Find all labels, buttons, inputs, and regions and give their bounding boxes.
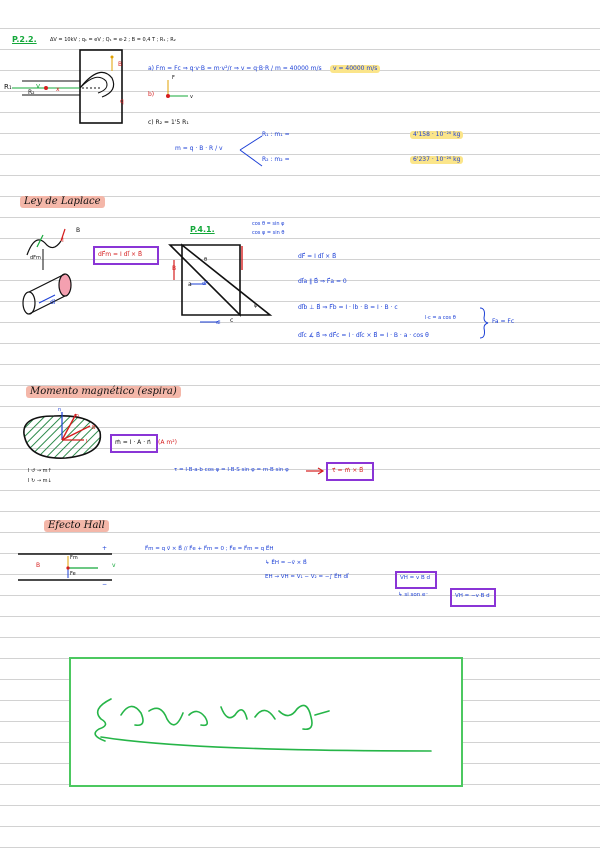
handwritten-signature bbox=[71, 659, 461, 785]
diagram-label-r2: R₂ bbox=[28, 89, 35, 96]
mass-spectrometer-diagram bbox=[0, 45, 140, 130]
moment-formula: m⃗ = I · A · n⃗ bbox=[115, 439, 151, 446]
triangle-loop-diagram bbox=[170, 240, 280, 330]
hall-formula-box-2 bbox=[450, 588, 496, 607]
hall-line-1: F⃗m = q v⃗ × B⃗ // F⃗e + F⃗m = 0 ; F⃗e = F⃗m = q E⃗H bbox=[145, 546, 274, 552]
trig-identity-2: cos φ = sin θ bbox=[252, 230, 285, 236]
moment-title: Momento magnético (espira) bbox=[26, 386, 181, 398]
laplace-eq-1: dF⃗ = I dl⃗ × B⃗ bbox=[298, 253, 337, 260]
problem-label-2-2: P.2.2. bbox=[12, 35, 37, 44]
triangle-label-dl: dl bbox=[216, 320, 221, 326]
laplace-label-b: B bbox=[76, 227, 81, 234]
diagram-label-x: x bbox=[56, 86, 60, 93]
laplace-eq-4: dl⃗c ∡ B⃗ ⇒ dF⃗c = I · dl⃗c × B⃗ = I · B · a · cos θ bbox=[298, 332, 429, 339]
current-loop-diagram bbox=[14, 404, 109, 466]
r2-mass-line: R₂ : m₂ = bbox=[262, 156, 290, 163]
moment-units: (A m²) bbox=[158, 439, 177, 446]
hall-formula-2: VH = −v B d bbox=[455, 593, 490, 599]
brace bbox=[478, 306, 490, 340]
diagram-label-b: B bbox=[118, 61, 123, 68]
diagram-label-v: v bbox=[36, 82, 41, 90]
laplace-wire-diagram bbox=[15, 225, 100, 320]
moment-rule-2: I ↻ → m↓ bbox=[28, 478, 52, 484]
laplace-label-i: I bbox=[62, 237, 64, 244]
loop-label-m: m bbox=[74, 413, 79, 419]
triangle-label-a: a bbox=[188, 281, 192, 288]
arrow-to-torque bbox=[306, 466, 326, 476]
laplace-label-dfm: dFm bbox=[30, 255, 41, 261]
loop-label-b: B bbox=[92, 425, 96, 431]
laplace-title: Ley de Laplace bbox=[20, 196, 105, 208]
loop-label-n: n bbox=[58, 407, 62, 413]
hall-label-v: v bbox=[112, 562, 116, 569]
torque-formula-box bbox=[326, 462, 374, 481]
signature-box bbox=[69, 657, 463, 787]
r1-mass-result: 4'158 · 10⁻²⁶ kg bbox=[410, 131, 463, 139]
problem-givens: ΔV = 10kV ; q₁ = eV ; Q₁ = e·2 ; B = 0,4 T ; R₁ ; R₂ bbox=[50, 37, 176, 43]
trig-identity-1: cos θ = sin φ bbox=[252, 221, 285, 227]
mass-formula: m = q · B · R / v bbox=[175, 145, 223, 152]
diagram-label-q: q bbox=[120, 98, 124, 105]
laplace-formula-box bbox=[93, 246, 159, 265]
hall-label-plus: + bbox=[102, 545, 108, 552]
step-c: c) R₂ = 1'5 R₁ bbox=[148, 119, 189, 126]
problem-label-4-1: P.4.1. bbox=[190, 225, 215, 234]
triangle-label-c: c bbox=[230, 317, 234, 324]
force-velocity-sketch bbox=[160, 76, 200, 102]
branch-lines bbox=[238, 132, 268, 172]
moment-rule-1: I ↺ → m↑ bbox=[28, 468, 52, 474]
hall-label-b: B bbox=[36, 562, 41, 569]
triangle-label-df: dF bbox=[202, 281, 209, 287]
laplace-label-dl: dl bbox=[50, 299, 56, 306]
hall-title: Efecto Hall bbox=[44, 520, 109, 532]
triangle-label-theta: θ bbox=[204, 257, 208, 263]
sketch-label-f: F bbox=[172, 75, 175, 81]
hall-line-3: EH → VH = V₁ − V₂ = −∫ E⃗H dl⃗ bbox=[265, 574, 349, 580]
laplace-eq-3: dl⃗b ⊥ B⃗ ⇒ F⃗b = I · lb · B = I · B · c bbox=[298, 304, 398, 311]
step-a-result: v = 40000 m/s bbox=[330, 65, 380, 73]
sketch-label-v: v bbox=[190, 94, 193, 100]
step-b-label: b) bbox=[148, 91, 155, 98]
torque-line: τ = I·B·a·b cos φ = I·B·S sin φ = m·B sin φ bbox=[174, 467, 289, 473]
moment-formula-box bbox=[110, 434, 158, 453]
hall-label-fe: Fe bbox=[70, 571, 76, 577]
hall-line-4: ↳ si son e⁻ bbox=[398, 592, 429, 598]
hall-label-fm: Fm bbox=[70, 555, 78, 561]
r1-mass-line: R₁ : m₁ = bbox=[262, 131, 290, 138]
torque-formula: τ⃗ = m⃗ × B⃗ bbox=[332, 467, 364, 474]
triangle-label-b: B bbox=[172, 265, 177, 272]
laplace-eq-2: dl⃗a ∥ B⃗ ⇒ F⃗a = 0 bbox=[298, 278, 347, 285]
hall-line-2: ↳ E⃗H = −v⃗ × B⃗ bbox=[265, 560, 307, 566]
laplace-eq-3b: l·c = a cos θ bbox=[425, 315, 456, 321]
hall-label-minus: − bbox=[102, 581, 108, 588]
step-a-equation: a) Fm = Fc ⇒ q·v·B = m·v²/r ⇒ v = q·B·R / m = 40000 m/s bbox=[148, 65, 322, 72]
laplace-formula: dF⃗m = I dl⃗ × B⃗ bbox=[98, 251, 143, 258]
hall-formula-1: VH = v B d bbox=[400, 575, 431, 581]
loop-label-i: I bbox=[86, 439, 88, 445]
diagram-label-r1: R₁ bbox=[4, 83, 12, 91]
triangle-label-phi: φ bbox=[254, 303, 258, 309]
laplace-conclusion: Fa = Fc bbox=[492, 318, 515, 325]
hall-formula-box-1 bbox=[395, 571, 437, 589]
r2-mass-result: 6'237 · 10⁻²⁶ kg bbox=[410, 156, 463, 164]
